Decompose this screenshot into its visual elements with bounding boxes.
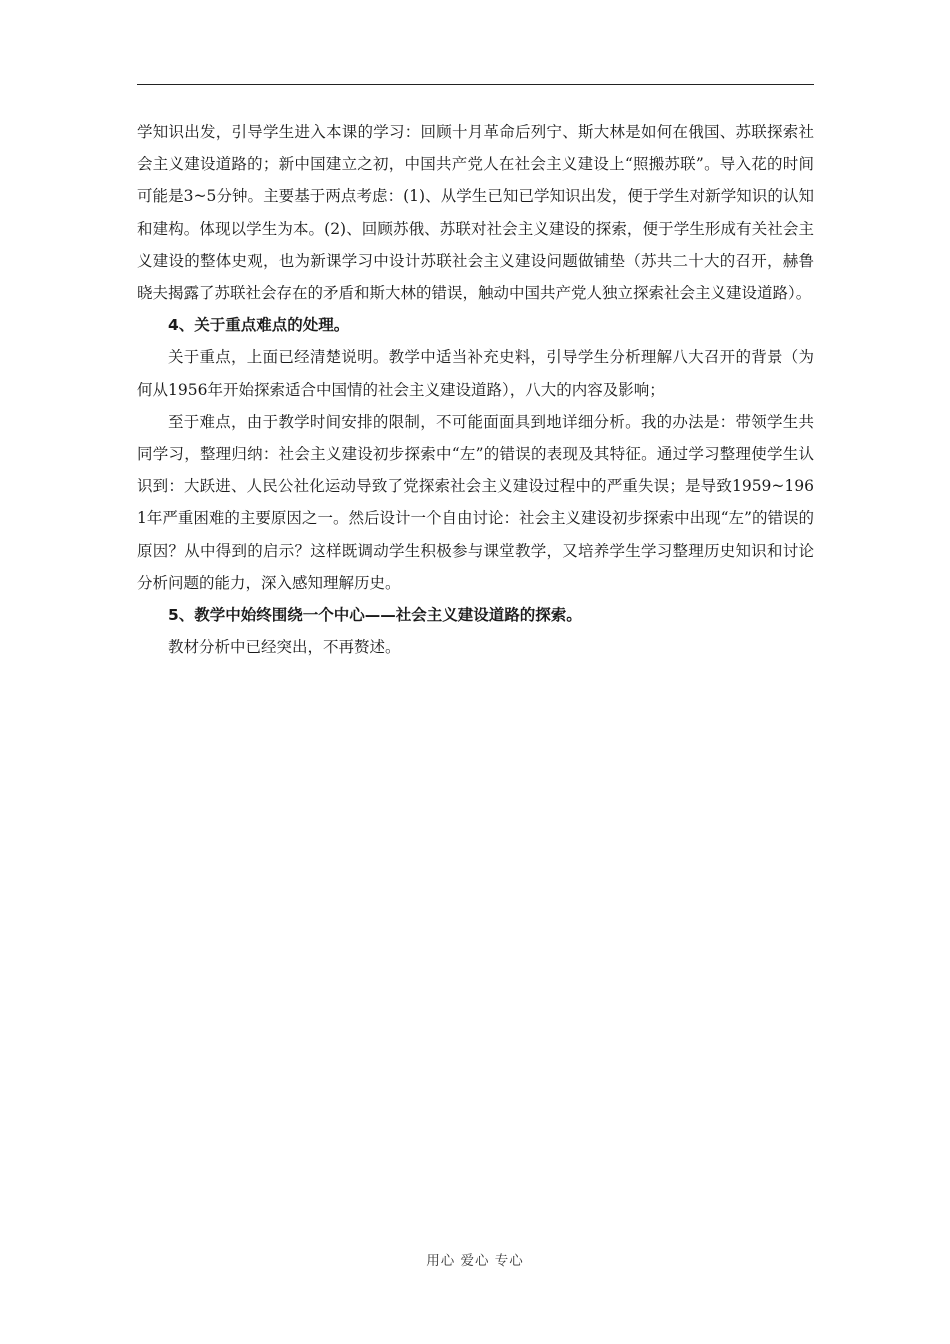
paragraph-closing: 教材分析中已经突出，不再赘述。 <box>168 638 401 657</box>
header-rule <box>137 84 814 85</box>
section-heading-5: 5、教学中始终围绕一个中心——社会主义建设道路的探索。 <box>168 606 582 625</box>
paragraph-intro: 学知识出发，引导学生进入本课的学习：回顾十月革命后列宁、斯大林是如何在俄国、苏联探索社会主义建设道路的；新中国建立之初，中国共产党人在社会主义建设上“照搬苏联”。导入花的时间可能是3~5分钟。主要基于两点考虑：(1)、从学生已知已学知识出发，便于学生对新学知识的认知和建构。体现以学生为本。(2)、回顾苏俄、苏联对社会主义建设的探索，便于学生形成有关社会主义建设的整体史观，也为新课学习中设计苏联社会主义建设问题做铺垫（苏共二十大的召开，赫鲁晓夫揭露了苏联社会存在的矛盾和斯大林的错误，触动中国共产党人独立探索社会主义建设道路）。 <box>137 123 814 303</box>
paragraph-key-points: 关于重点，上面已经清楚说明。教学中适当补充史料，引导学生分析理解八大召开的背景（为何从1956年开始探索适合中国情的社会主义建设道路），八大的内容及影响； <box>137 348 814 399</box>
page-footer: 用心 爱心 专心 <box>426 1253 524 1269</box>
section-heading-4: 4、关于重点难点的处理。 <box>168 316 350 335</box>
paragraph-difficult-points: 至于难点，由于教学时间安排的限制，不可能面面具到地详细分析。我的办法是：带领学生共同学习，整理归纳：社会主义建设初步探索中“左”的错误的表现及其特征。通过学习整理使学生认识到：大跃进、人民公社化运动导致了党探索社会主义建设过程中的严重失误；是导致1959~1961年严重困难的主要原因之一。然后设计一个自由讨论：社会主义建设初步探索中出现“左”的错误的原因？从中得到的启示？这样既调动学生积极参与课堂教学，又培养学生学习整理历史知识和讨论分析问题的能力，深入感知理解历史。 <box>137 412 814 592</box>
document-body <box>137 116 814 663</box>
